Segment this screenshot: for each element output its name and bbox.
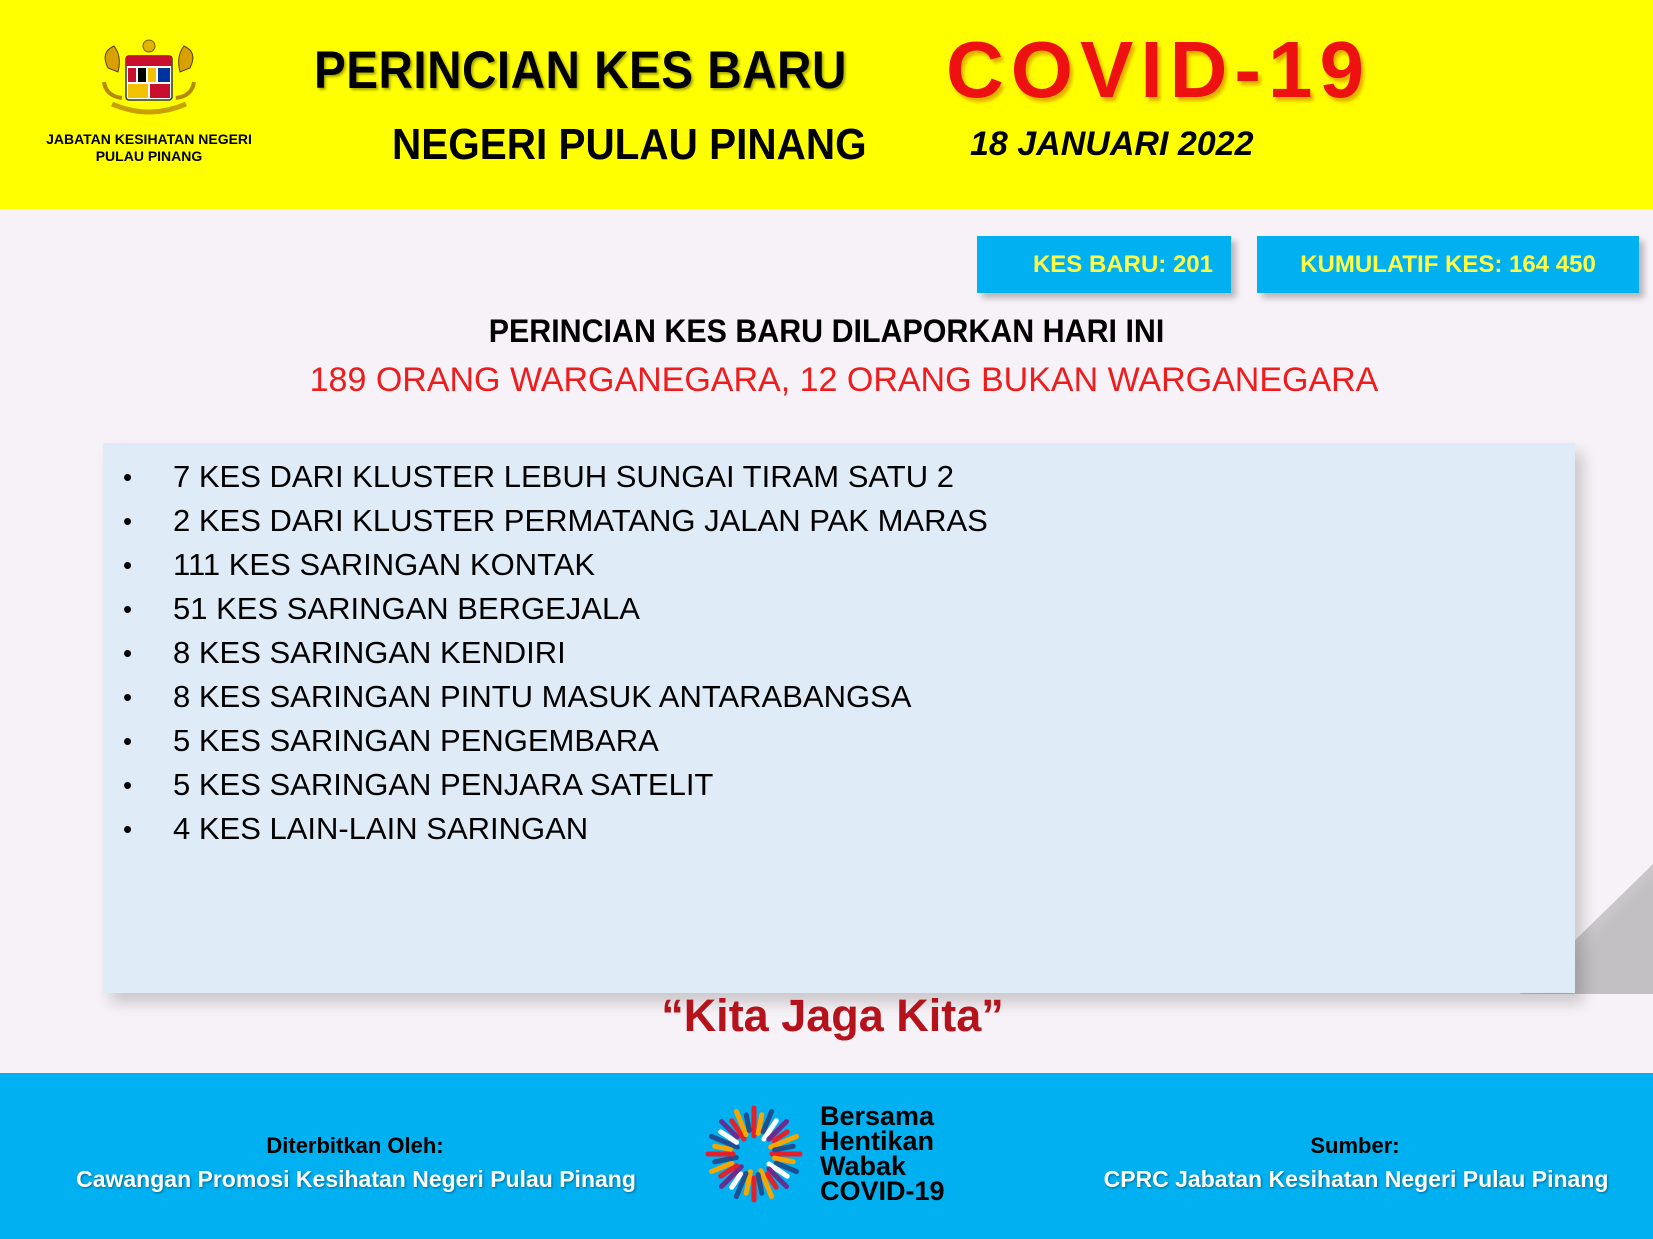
list-item xyxy=(119,807,988,851)
header-banner xyxy=(0,0,1653,209)
bullet-icon: • xyxy=(123,813,133,844)
campaign-line: Hentikan xyxy=(820,1126,935,1156)
list-item xyxy=(119,631,988,675)
bullet-icon: • xyxy=(123,505,133,536)
list-item-text: 5 KES SARINGAN PENGEMBARA xyxy=(173,723,659,758)
campaign-line: Bersama xyxy=(820,1101,935,1131)
list-item xyxy=(119,455,988,499)
logo-ray xyxy=(715,1146,731,1149)
bullet-icon: • xyxy=(123,549,133,580)
publisher-label: Diterbitkan Oleh: xyxy=(266,1133,444,1158)
bullet-icon: • xyxy=(123,681,133,712)
bullet-icon: • xyxy=(123,637,133,668)
citizenship-breakdown: 189 ORANG WARGANEGARA, 12 ORANG BUKAN WARGANEGARA xyxy=(309,361,1379,399)
slogan: “Kita Jaga Kita” xyxy=(661,990,1004,1041)
list-item xyxy=(119,763,988,807)
list-item xyxy=(119,499,988,543)
case-list xyxy=(119,455,988,851)
report-date: 18 JANUARI 2022 xyxy=(970,125,1254,163)
bullet-icon: • xyxy=(123,593,133,624)
list-item-text: 8 KES SARINGAN PINTU MASUK ANTARABANGSA xyxy=(173,679,912,714)
page-title: PERINCIAN KES BARU xyxy=(314,41,847,100)
state-title: NEGERI PULAU PINANG xyxy=(392,120,867,169)
list-item-text: 111 KES SARINGAN KONTAK xyxy=(173,547,596,582)
covid-title: COVID-19 xyxy=(946,25,1371,114)
bullet-icon: • xyxy=(123,725,133,756)
case-details-panel xyxy=(103,443,1575,993)
campaign-text xyxy=(820,1101,945,1206)
list-item-text: 4 KES LAIN-LAIN SARINGAN xyxy=(173,811,589,846)
campaign-line: COVID-19 xyxy=(820,1176,945,1206)
list-item-text: 7 KES DARI KLUSTER LEBUH SUNGAI TIRAM SATU 2 xyxy=(173,459,954,494)
campaign-logo-icon xyxy=(700,1098,808,1210)
list-item-text: 8 KES SARINGAN KENDIRI xyxy=(173,635,566,670)
source-name: CPRC Jabatan Kesihatan Negeri Pulau Pinang xyxy=(1103,1166,1609,1192)
logo-ray xyxy=(746,1115,749,1131)
cumulative-cases-badge: KUMULATIF KES: 164 450 xyxy=(1257,236,1639,293)
list-item xyxy=(119,543,988,587)
list-item xyxy=(119,675,988,719)
department-name: JABATAN KESIHATAN NEGERI PULAU PINANG xyxy=(46,131,252,164)
list-item-text: 51 KES SARINGAN BERGEJALA xyxy=(173,591,640,626)
list-item-text: 2 KES DARI KLUSTER PERMATANG JALAN PAK MARAS xyxy=(173,503,988,538)
bullet-icon: • xyxy=(123,461,133,492)
publisher-name: Cawangan Promosi Kesihatan Negeri Pulau Pinang xyxy=(76,1166,636,1192)
source-label: Sumber: xyxy=(1310,1133,1400,1158)
campaign-line: Wabak xyxy=(820,1151,907,1181)
list-item xyxy=(119,587,988,631)
list-item-text: 5 KES SARINGAN PENJARA SATELIT xyxy=(173,767,714,802)
new-cases-badge: KES BARU: 201 xyxy=(977,236,1231,293)
details-heading: PERINCIAN KES BARU DILAPORKAN HARI INI xyxy=(488,313,1165,349)
list-item xyxy=(119,719,988,763)
bullet-icon: • xyxy=(123,769,133,800)
state-crest-icon xyxy=(88,38,210,120)
